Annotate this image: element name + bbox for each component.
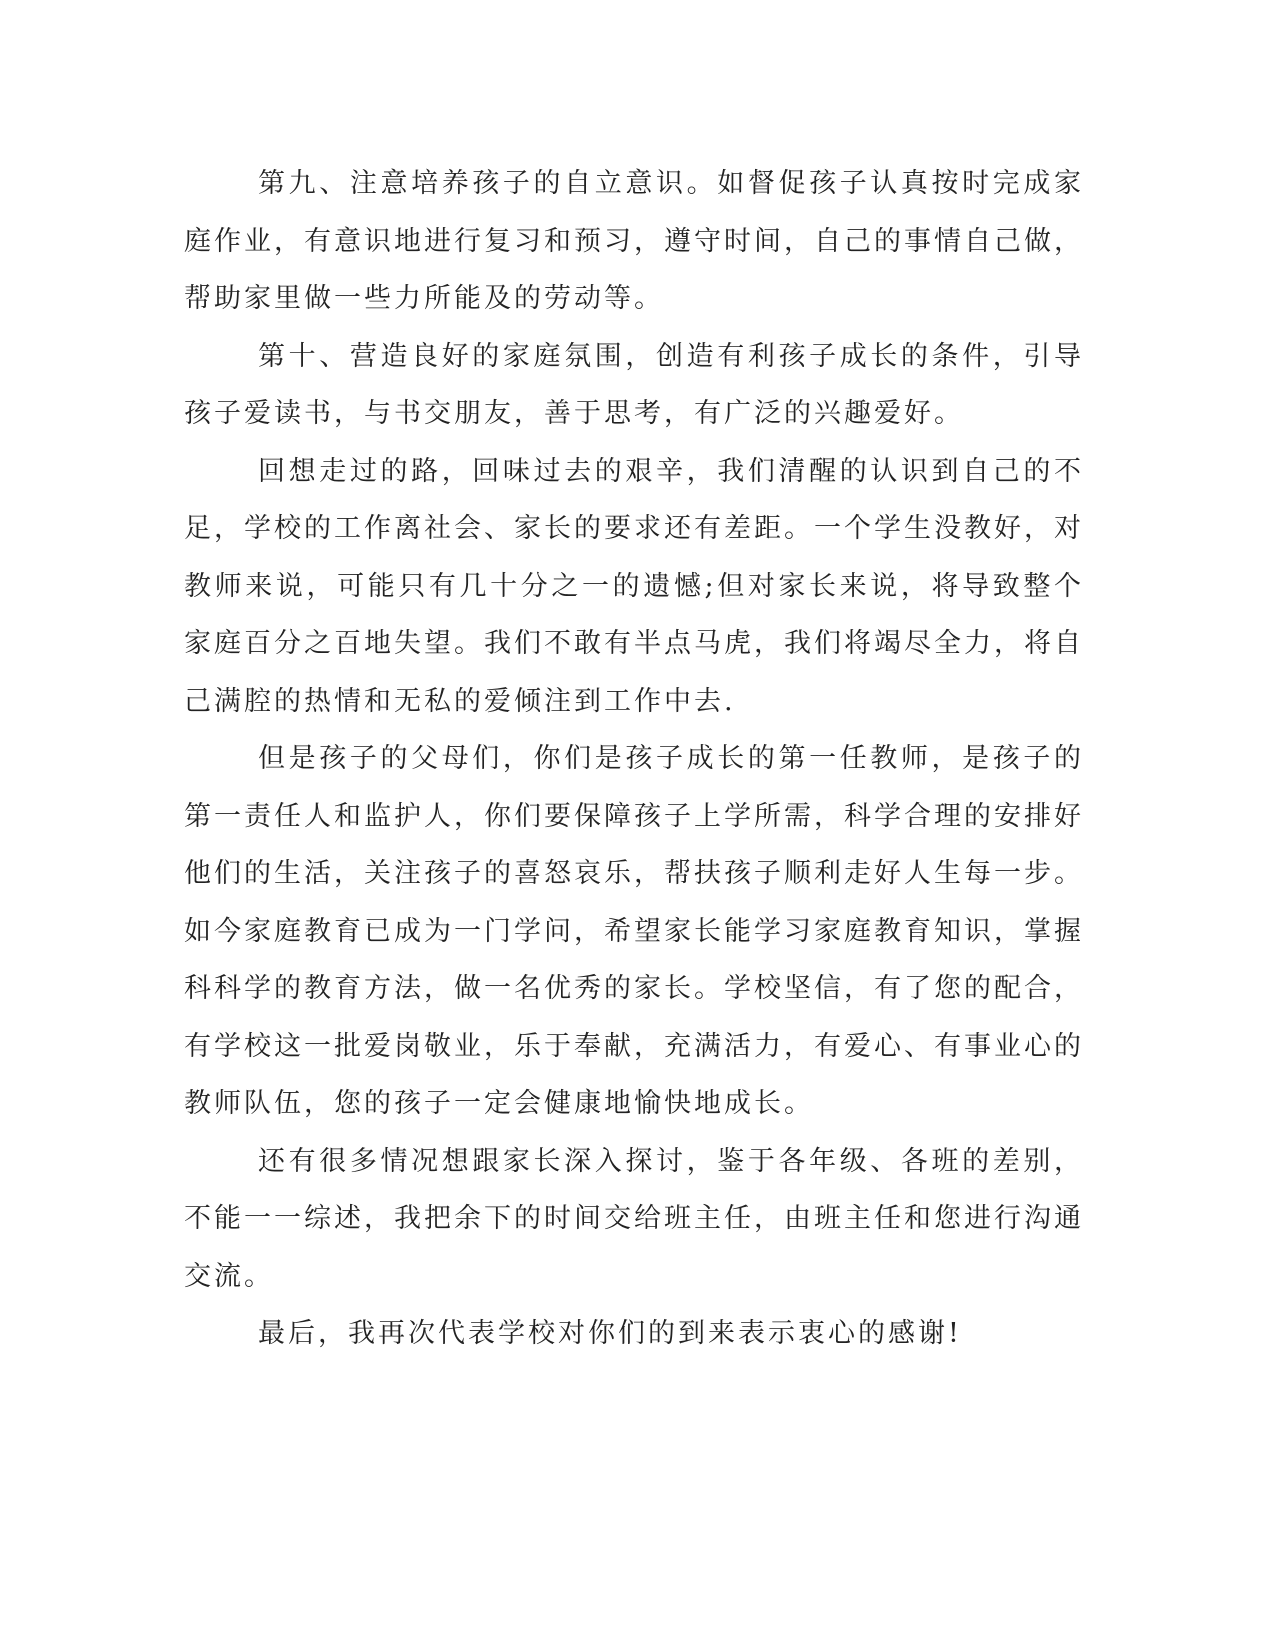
paragraph-ninth-point: 第九、注意培养孩子的自立意识。如督促孩子认真按时完成家庭作业，有意识地进行复习和预习，遵守时间，自己的事情自己做，帮助家里做一些力所能及的劳动等。 bbox=[184, 168, 1084, 314]
paragraph-handover: 还有很多情况想跟家长深入探讨，鉴于各年级、各班的差别，不能一一综述，我把余下的时间交给班主任，由班主任和您进行沟通交流。 bbox=[184, 1145, 1084, 1292]
paragraph-closing-thanks: 最后，我再次代表学校对你们的到来表示衷心的感谢! bbox=[258, 1318, 962, 1349]
document-body bbox=[184, 155, 1084, 1363]
paragraph-parents-role: 但是孩子的父母们，你们是孩子成长的第一任教师，是孩子的第一责任人和监护人，你们要保障孩子上学所需，科学合理的安排好他们的生活，关注孩子的喜怒哀乐，帮扶孩子顺利走好人生每一步。如今家庭教育已成为一门学问，希望家长能学习家庭教育知识，掌握科科学的教育方法，做一名优秀的家长。学校坚信，有了您的配合，有学校这一批爱岗敬业，乐于奉献，充满活力，有爱心、有事业心的教师队伍，您的孩子一定会健康地愉快地成长。 bbox=[184, 743, 1084, 1119]
paragraph-reflection: 回想走过的路，回味过去的艰辛，我们清醒的认识到自己的不足，学校的工作离社会、家长的要求还有差距。一个学生没教好，对教师来说，可能只有几十分之一的遗憾;但对家长来说，将导致整个家庭百分之百地失望。我们不敢有半点马虎，我们将竭尽全力，将自己满腔的热情和无私的爱倾注到工作中去. bbox=[184, 455, 1084, 717]
paragraph-tenth-point: 第十、营造良好的家庭氛围，创造有利孩子成长的条件，引导孩子爱读书，与书交朋友，善于思考，有广泛的兴趣爱好。 bbox=[184, 340, 1084, 429]
